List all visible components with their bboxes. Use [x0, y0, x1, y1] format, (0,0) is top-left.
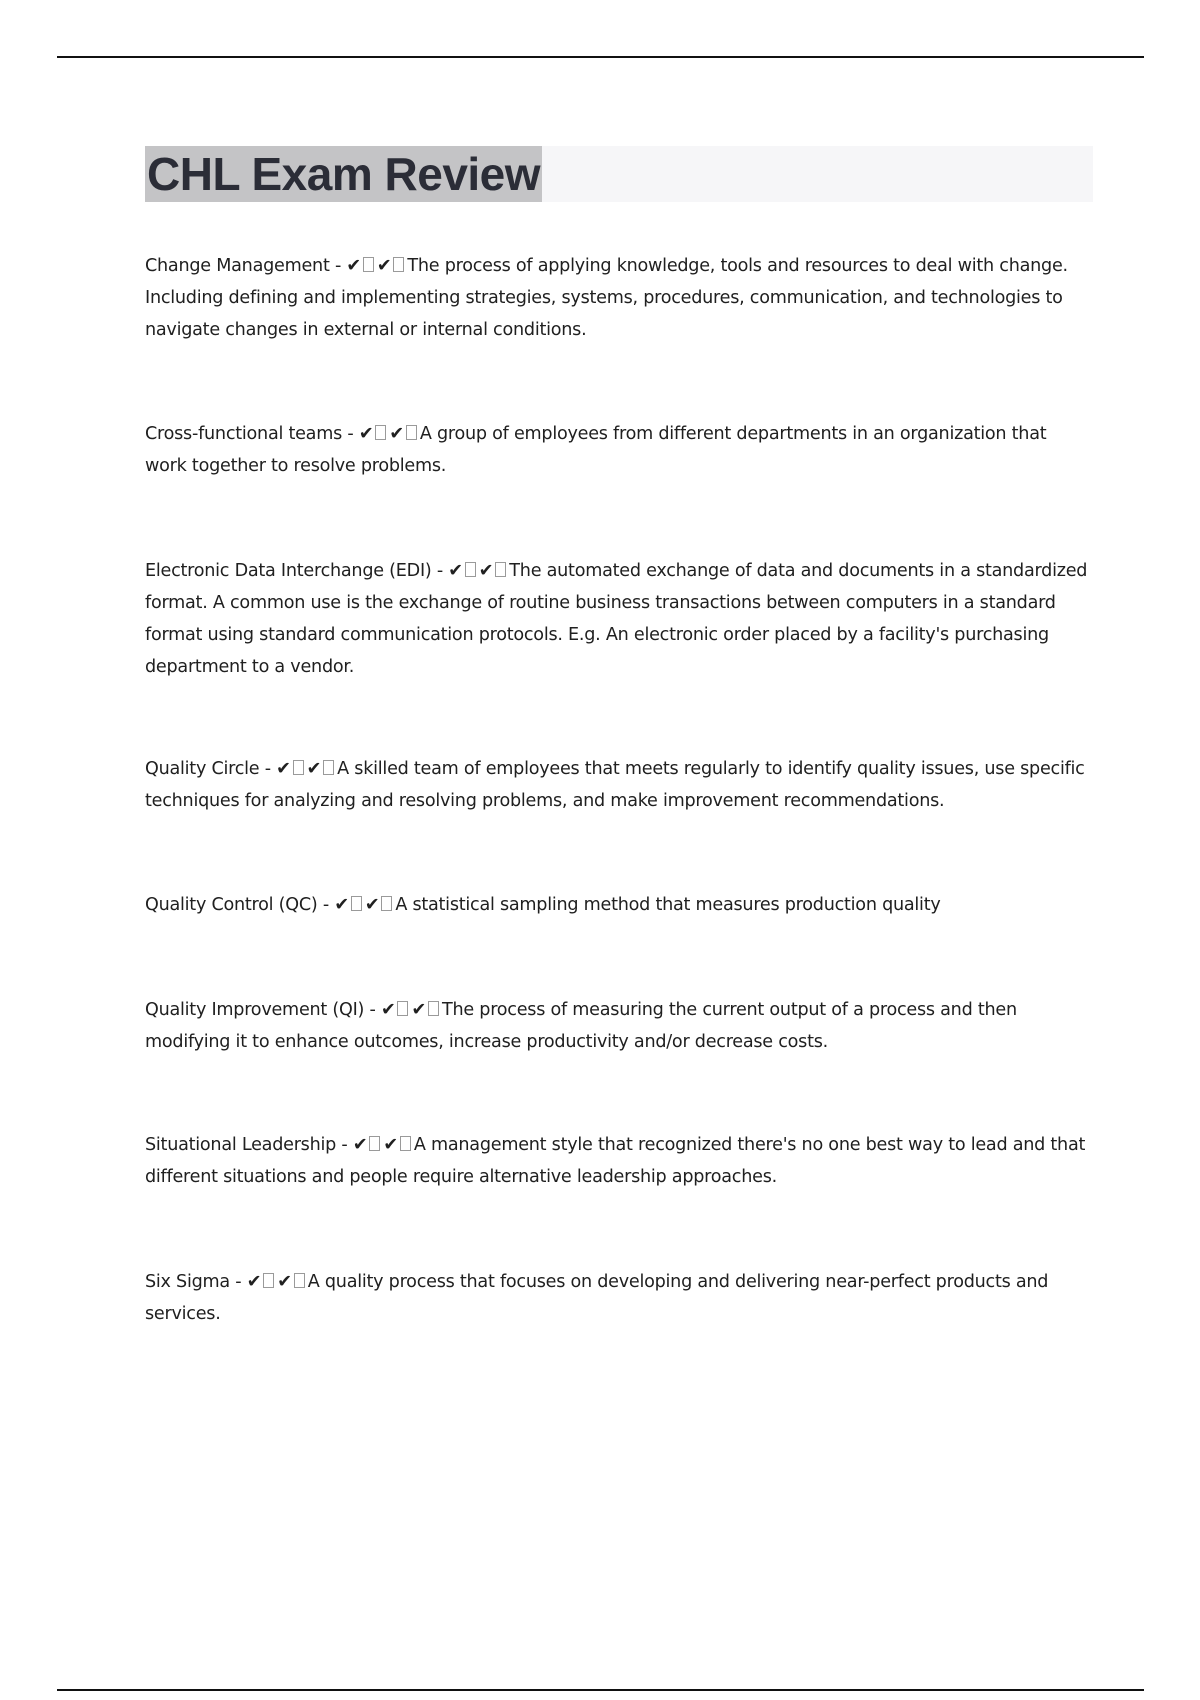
checkmark-icon: ✔: [380, 1000, 396, 1020]
entry-term: Cross-functional teams: [145, 424, 343, 444]
entry-term: Situational Leadership: [145, 1135, 337, 1155]
entry-separator: -: [342, 424, 359, 444]
missing-glyph-box-icon: [495, 562, 506, 577]
entry-six-sigma: [145, 1266, 1090, 1330]
footer-rule: [57, 1689, 1144, 1691]
missing-glyph-box-icon: [263, 1273, 274, 1288]
missing-glyph-box-icon: [381, 896, 392, 911]
missing-glyph-box-icon: [369, 1136, 380, 1151]
entry-separator: -: [431, 561, 449, 581]
checkmark-icon: ✔: [358, 424, 374, 444]
missing-glyph-box-icon: [375, 425, 386, 440]
entry-definition: A skilled team of employees that meets regularly to identify quality issues, use specific techniques for analyzing and resolving problems, and make improvement recommendations.: [145, 759, 1085, 811]
missing-glyph-box-icon: [294, 1273, 305, 1288]
entry-separator: -: [329, 256, 347, 276]
entry-cross-functional-teams: [145, 418, 1090, 482]
checkmark-icon: ✔: [277, 1272, 292, 1292]
entry-term: Change Management: [145, 256, 330, 276]
missing-glyph-box-icon: [397, 1001, 408, 1016]
missing-glyph-box-icon: [406, 425, 417, 440]
checkmark-icon: ✔: [478, 561, 494, 581]
missing-glyph-box-icon: [363, 257, 374, 272]
entry-definition: The process of applying knowledge, tools and resources to deal with change. Including defining and implementing strategies, systems, procedures, communication, and technologies to navigate changes in external or internal conditions.: [145, 256, 1068, 340]
missing-glyph-box-icon: [393, 257, 404, 272]
entry-quality-circle: [145, 753, 1090, 817]
entry-definition: The process of measuring the current output of a process and then modifying it to enhance outcomes, increase productivity and/or decrease costs.: [145, 1000, 1017, 1052]
entry-change-management: [145, 250, 1090, 346]
entry-quality-improvement: [145, 994, 1090, 1058]
entry-separator: -: [364, 1000, 381, 1020]
checkmark-icon: ✔: [334, 895, 349, 915]
entry-separator: -: [336, 1135, 353, 1155]
entry-term: Quality Control (QC): [145, 895, 318, 915]
entry-situational-leadership: [145, 1129, 1090, 1193]
checkmark-icon: ✔: [364, 895, 380, 915]
missing-glyph-box-icon: [323, 760, 334, 775]
entry-term: Electronic Data Interchange (EDI): [145, 561, 432, 581]
missing-glyph-box-icon: [428, 1001, 439, 1016]
entry-definition: A statistical sampling method that measures production quality: [395, 895, 941, 915]
checkmark-icon: ✔: [276, 759, 291, 779]
checkmark-icon: ✔: [448, 561, 463, 581]
entry-term: Quality Circle: [145, 759, 260, 779]
checkmark-icon: ✔: [346, 256, 361, 276]
checkmark-icon: ✔: [389, 424, 404, 444]
missing-glyph-box-icon: [465, 562, 476, 577]
checkmark-icon: ✔: [376, 256, 392, 276]
checkmark-icon: ✔: [352, 1135, 368, 1155]
entry-separator: -: [259, 759, 277, 779]
entry-separator: -: [317, 895, 335, 915]
entry-electronic-data-interchange: [145, 555, 1090, 683]
entry-definition: A quality process that focuses on developing and delivering near-perfect products and services.: [145, 1272, 1049, 1324]
missing-glyph-box-icon: [351, 896, 362, 911]
entry-definition: The automated exchange of data and documents in a standardized format. A common use is the exchange of routine business transactions between computers in a standard format using standard communication protocols. E.g. An electronic order placed by a facility's purchasing department to a vendor.: [145, 561, 1088, 677]
entry-separator: -: [229, 1272, 247, 1292]
missing-glyph-box-icon: [293, 760, 304, 775]
checkmark-icon: ✔: [383, 1135, 398, 1155]
header-rule: [57, 56, 1144, 58]
checkmark-icon: ✔: [246, 1272, 262, 1292]
checkmark-icon: ✔: [306, 759, 322, 779]
entry-term: Six Sigma: [145, 1272, 230, 1292]
page-title: CHL Exam Review: [147, 148, 541, 200]
entry-definition: A management style that recognized there's no one best way to lead and that different situations and people require alternative leadership approaches.: [145, 1135, 1086, 1187]
missing-glyph-box-icon: [400, 1136, 411, 1151]
entry-definition: A group of employees from different departments in an organization that work together to resolve problems.: [145, 424, 1047, 476]
entry-term: Quality Improvement (QI): [145, 1000, 365, 1020]
checkmark-icon: ✔: [411, 1000, 426, 1020]
entry-quality-control: [145, 889, 1090, 921]
